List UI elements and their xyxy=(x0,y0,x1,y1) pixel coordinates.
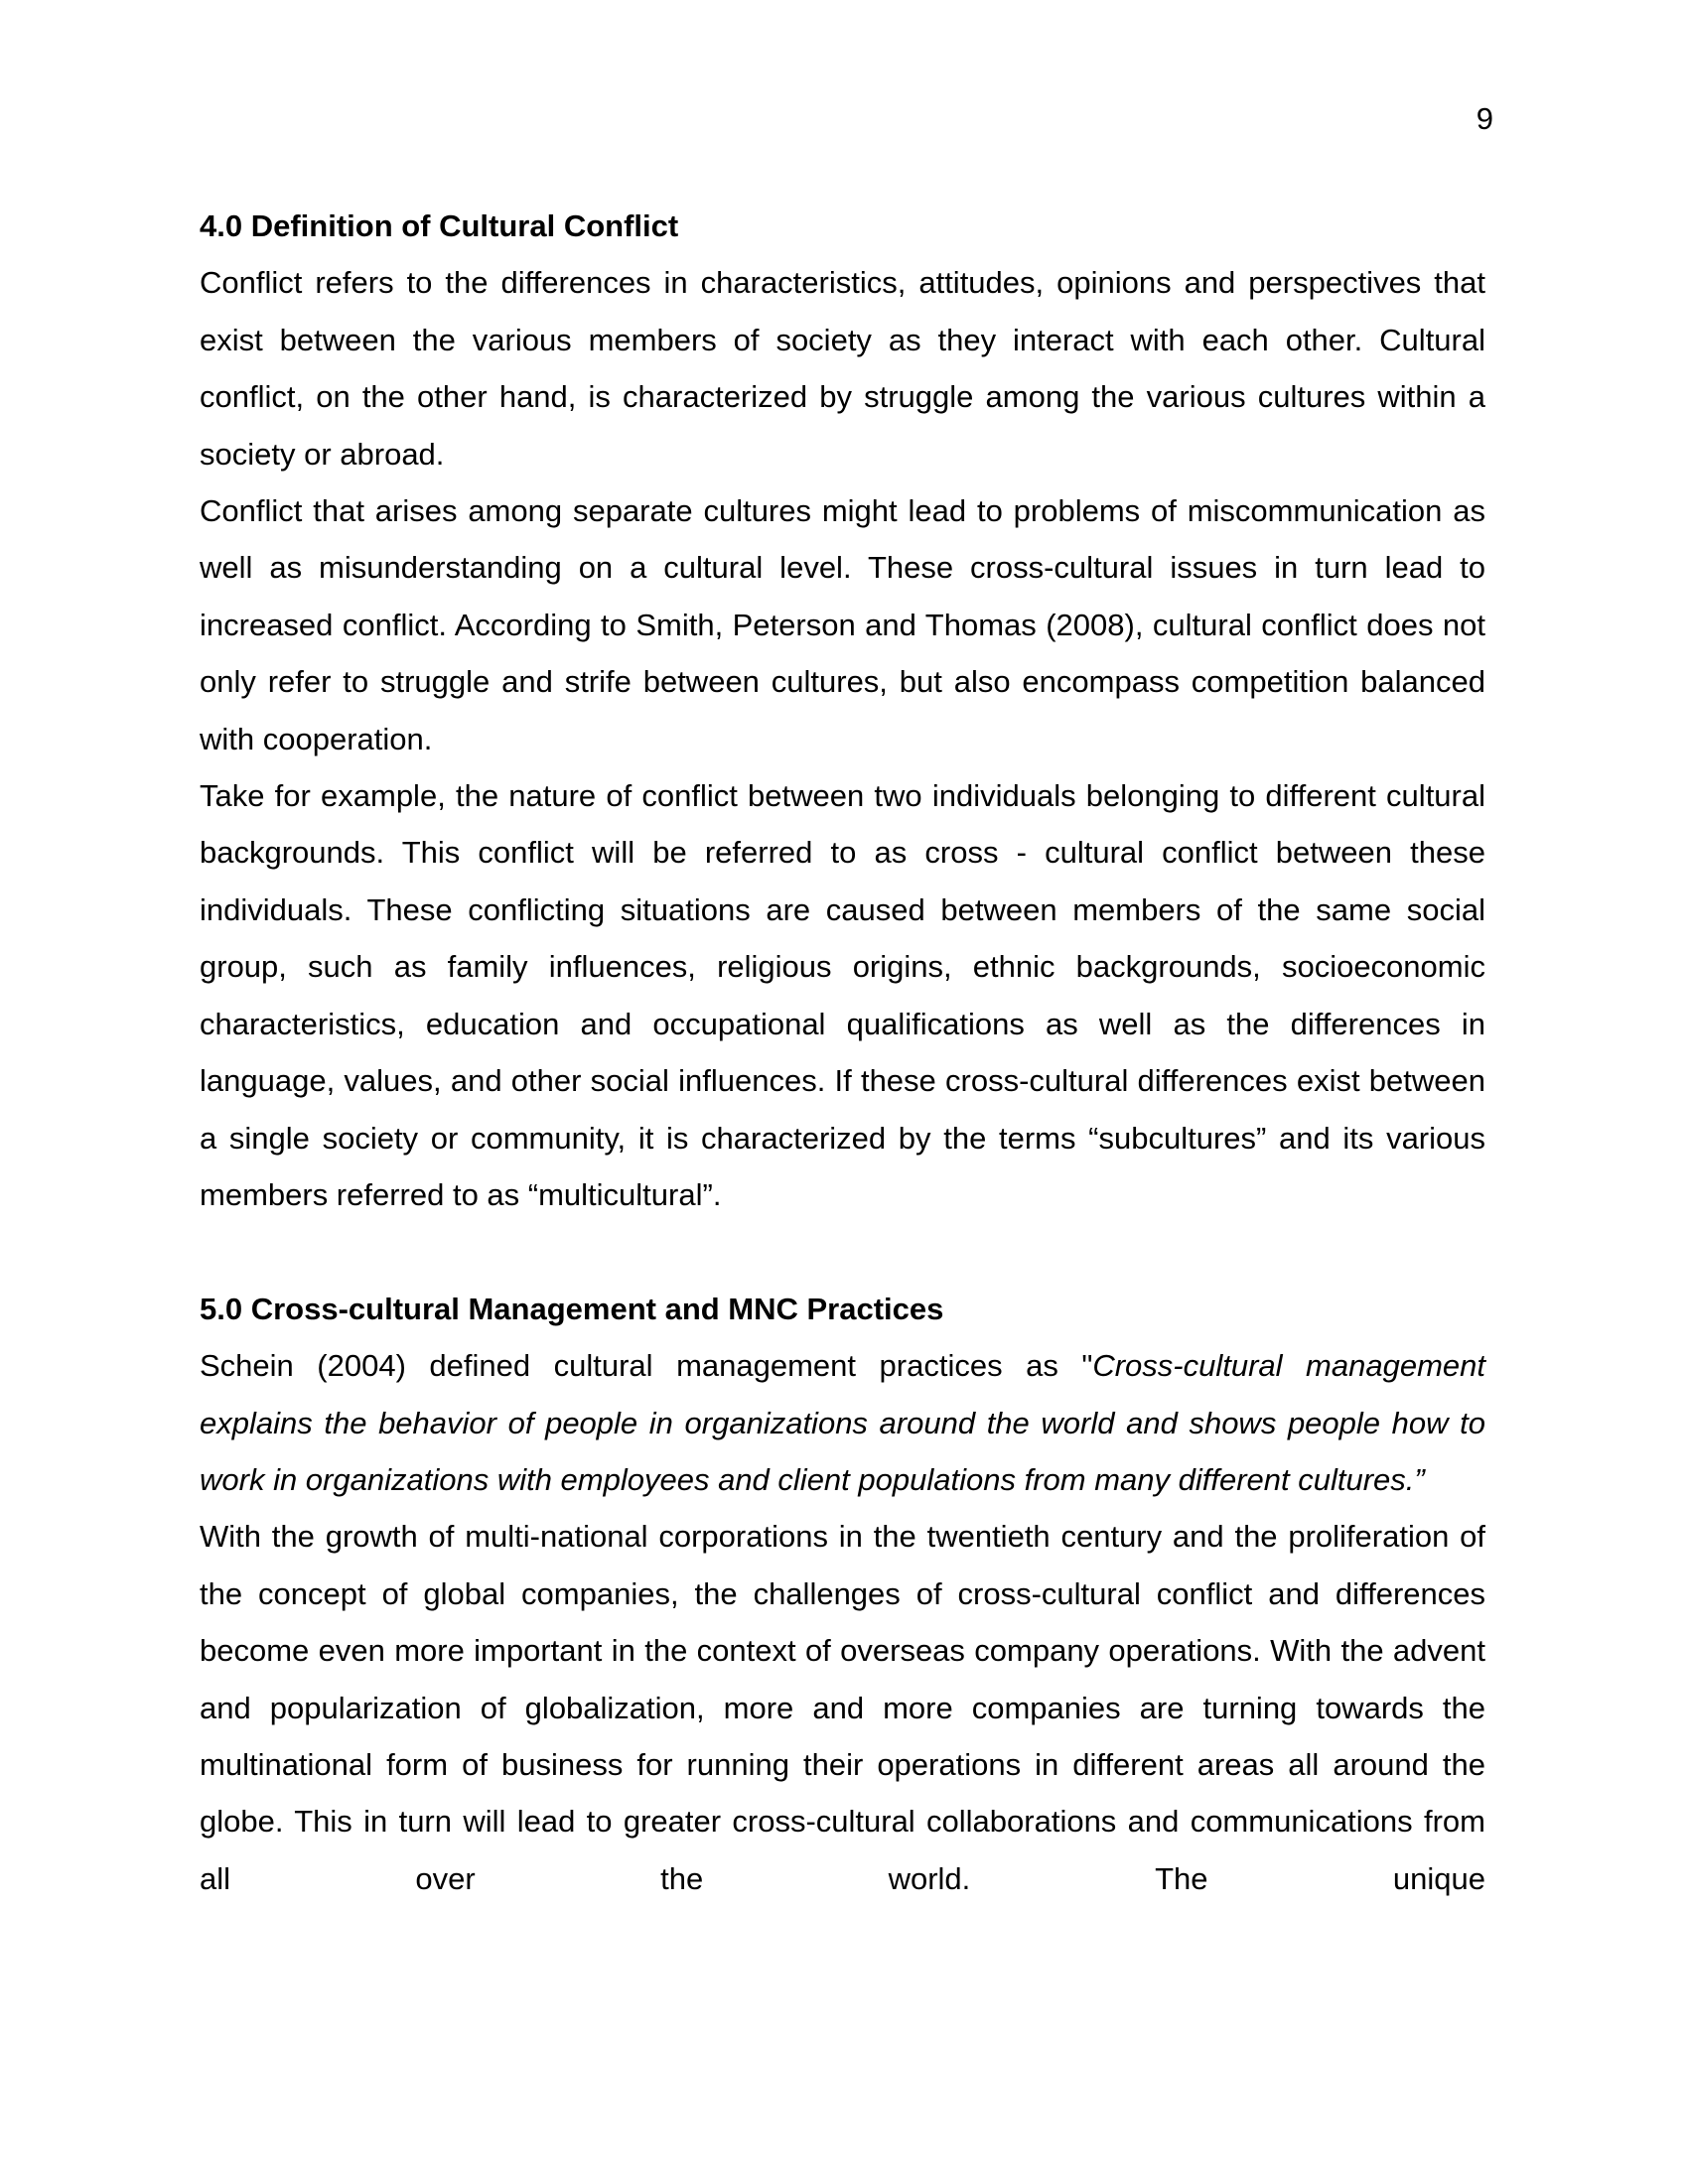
section-4-paragraph-3: Take for example, the nature of conflict between two individuals belonging to different cultural backgrounds. This conflict will be referred to as cross - cultural conflict between these individuals. These conflicting situations are caused between members of the same social group, such as family influences, religious origins, ethnic backgrounds, socioeconomic characteristics, education and occupational qualifications as well as the differences in language, values, and other social influences. If these cross-cultural differences exist between a single society or community, it is characterized by the terms “subcultures” and its various members referred to as “multicultural”. xyxy=(200,778,1485,1212)
page-number: 9 xyxy=(1476,101,1493,136)
section-5-heading: 5.0 Cross-cultural Management and MNC Practices xyxy=(200,1291,944,1326)
section-4-heading: 4.0 Definition of Cultural Conflict xyxy=(200,208,679,243)
section-4-paragraph-2: Conflict that arises among separate cultures might lead to problems of miscommunication as well as misunderstanding on a cultural level. These cross-cultural issues in turn lead to increased conflict. According to Smith, Peterson and Thomas (2008), cultural conflict does not only refer to struggle and strife between cultures, but also encompass competition balanced with cooperation. xyxy=(200,493,1485,756)
section-4-paragraph-1: Conflict refers to the differences in characteristics, attitudes, opinions and perspectives that exist between the various members of society as they interact with each other. Cultural conflict, on the other hand, is characterized by struggle among the various cultures within a society or abroad. xyxy=(200,265,1485,472)
quote-intro: Schein (2004) defined cultural management practices as " xyxy=(200,1348,1093,1384)
section-5-quote-paragraph xyxy=(200,1337,1485,1508)
section-spacer xyxy=(200,1223,1485,1280)
section-5-paragraph-1: With the growth of multi-national corporations in the twentieth century and the proliferation of the concept of global companies, the challenges of cross-cultural conflict and differences become even more important in the context of overseas company operations. With the advent and popularization of globalization, more and more companies are turning towards the multinational form of business for running their operations in different areas all around the globe. This in turn will lead to greater cross-cultural collaborations and communications from all over the world. The unique xyxy=(200,1519,1485,1896)
quote-text: Cross-cultural management explains the behavior of people in organizations around the world and shows people how to work in organizations with employees and client populations from many different cultures.” xyxy=(200,1348,1486,1497)
document-body xyxy=(200,198,1485,1907)
